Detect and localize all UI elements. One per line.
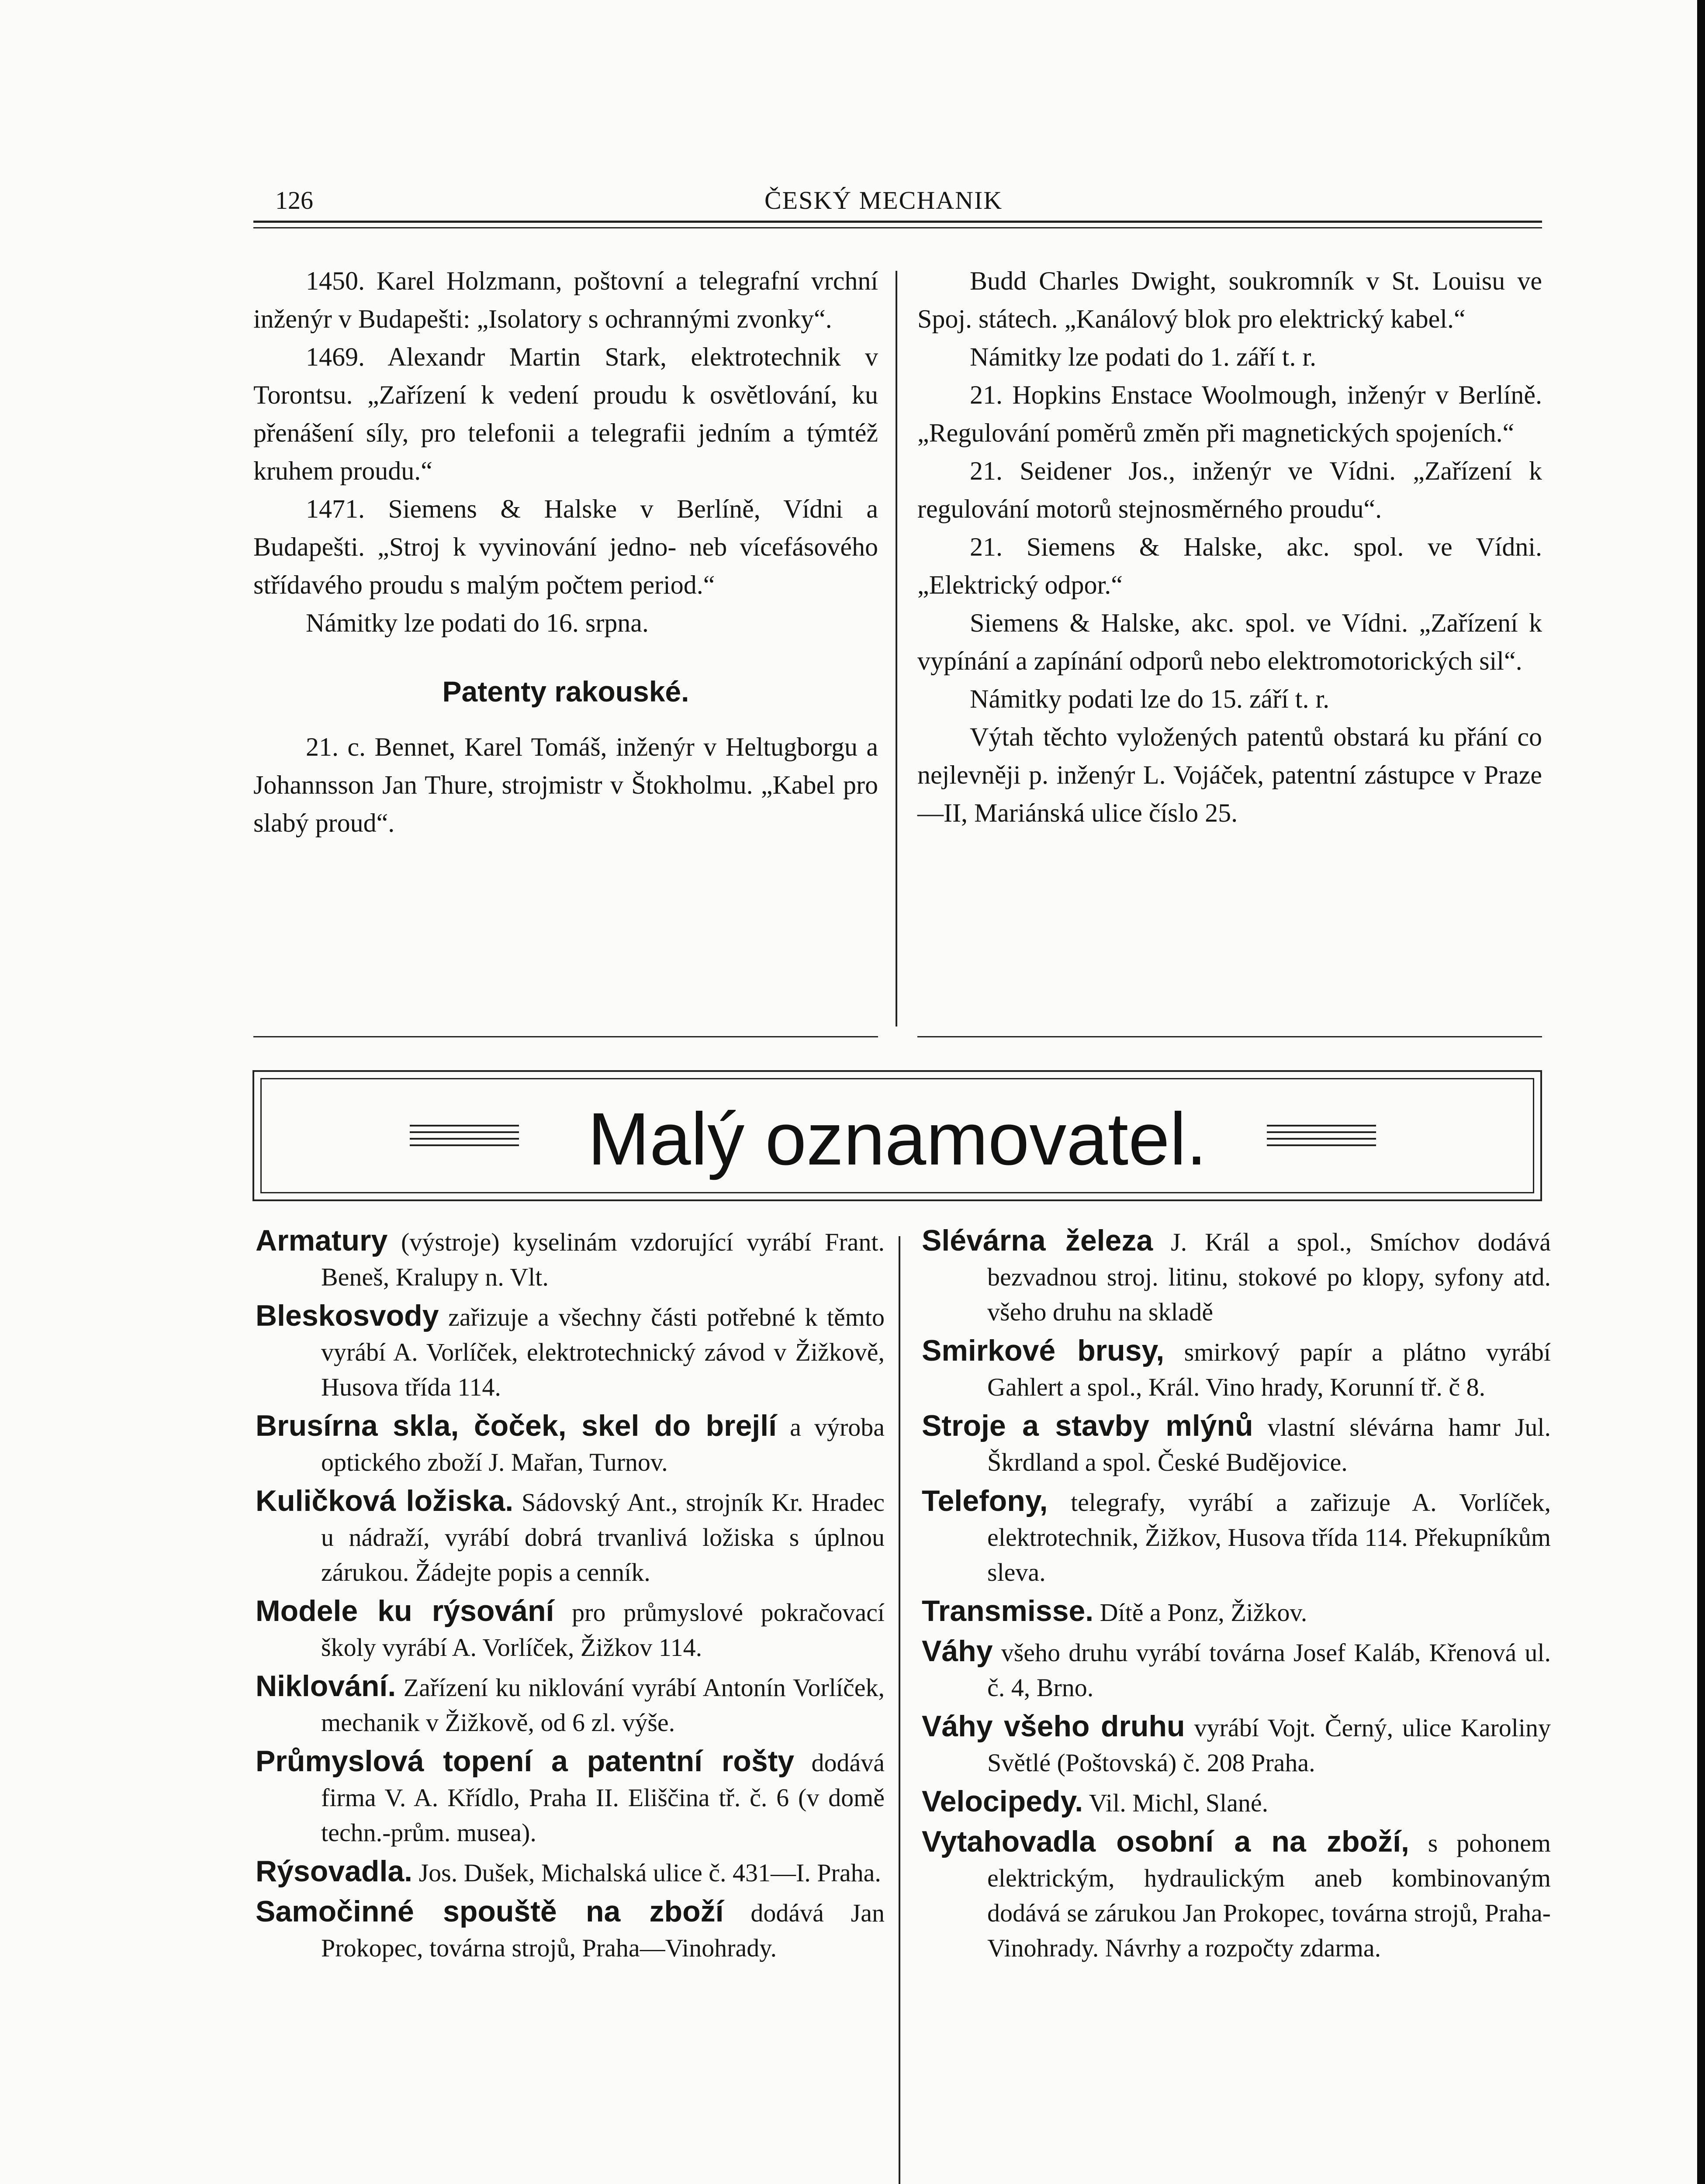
objection-deadline: Námitky lze podati do 16. srpna.: [306, 608, 649, 637]
ad-text: pro průmyslové pokračovací školy vyrábí A. Vorlíček, Žižkov 114.: [321, 1598, 885, 1662]
ad-entry: [256, 1223, 885, 1295]
banner-title: Malý oznamovatel.: [588, 1098, 1207, 1181]
patent-entry: 21. c. Bennet, Karel Tomáš, inženýr v Heltugborgu a Johannsson Jan Thure, strojmistr v Štokholmu. „Kabel pro slabý proud“.: [253, 733, 878, 837]
ad-keyword: Kuličková ložiska.: [256, 1484, 514, 1517]
section-rule-right: [917, 1036, 1542, 1037]
column-divider-bottom: [899, 1236, 900, 2184]
patent-entry: 21. Siemens & Halske, akc. spol. ve Vídni. „Elektrický odpor.“: [917, 532, 1542, 599]
patent-entry: 1469. Alexandr Martin Stark, elektrotechnik v Torontsu. „Zařízení k vedení proudu k osvětlování, ku přenášení síly, pro telefonii a telegrafii jedním a týmtéž kruhem proudu.“: [253, 342, 878, 485]
ad-entry: [922, 1408, 1551, 1480]
ad-text: Zařízení ku niklování vyrábí Antonín Vorlíček, mechanik v Žižkově, od 6 zl. výše.: [321, 1673, 885, 1737]
ad-entry: [922, 1223, 1551, 1330]
section-rule-left: [253, 1036, 878, 1037]
ad-keyword: Váhy všeho druhu: [922, 1710, 1185, 1743]
ad-keyword: Bleskosvody: [256, 1299, 439, 1332]
patent-entry: Budd Charles Dwight, soukromník v St. Louisu ve Spoj. státech. „Kanálový blok pro elektrický kabel.“: [917, 266, 1542, 333]
ad-keyword: Stroje a stavby mlýnů: [922, 1409, 1253, 1442]
ad-entry: [922, 1634, 1551, 1705]
ad-keyword: Brusírna skla, čoček, skel do brejlí: [256, 1409, 777, 1442]
ad-text: zařizuje a všechny části potřebné k těmto vyrábí A. Vorlíček, elektrotechnický závod v Žižkově, Husova třída 114.: [321, 1303, 885, 1401]
ad-text: Jos. Dušek, Michalská ulice č. 431—I. Praha.: [418, 1859, 881, 1887]
patents-left-column: [253, 262, 878, 842]
ad-keyword: Samočinné spouště na zboží: [256, 1895, 724, 1928]
section-heading: Patenty rakouské.: [442, 675, 689, 708]
ad-keyword: Modele ku rýsování: [256, 1594, 554, 1628]
ad-entry: [256, 1669, 885, 1740]
ad-text: J. Král a spol., Smíchov dodává bezvadnou stroj. litinu, stokové po klopy, syfony atd. všeho druhu na skladě: [987, 1228, 1551, 1326]
header-rule-bottom: [253, 227, 1542, 228]
ad-entry: [256, 1408, 885, 1480]
ad-keyword: Slévárna železa: [922, 1224, 1153, 1257]
ad-text: všeho druhu vyrábí továrna Josef Kaláb, Křenová ul. č. 4, Brno.: [987, 1638, 1551, 1702]
ad-entry: [922, 1709, 1551, 1780]
ad-text: a výroba optického zboží J. Mařan, Turnov.: [321, 1413, 885, 1476]
patent-entry: 1471. Siemens & Halske v Berlíně, Vídni a Budapešti. „Stroj k vyvinování jedno- neb vícefásového střídavého proudu s malým počtem period.“: [253, 494, 878, 599]
ad-text: smirkový papír a plátno vyrábí Gahlert a spol., Král. Vino hrady, Korunní tř. č 8.: [987, 1338, 1551, 1401]
patent-entry: 1450. Karel Holzmann, poštovní a telegrafní vrchní inženýr v Budapešti: „Isolatory s ochrannými zvonky“.: [253, 266, 878, 333]
ad-text: vyrábí Vojt. Černý, ulice Karoliny Světlé (Poštovská) č. 208 Praha.: [987, 1714, 1551, 1777]
scan-edge: [1697, 0, 1705, 2184]
journal-title: ČESKÝ MECHANIK: [764, 186, 1003, 214]
ad-keyword: Niklování.: [256, 1669, 396, 1703]
ad-entry: [922, 1333, 1551, 1405]
patent-agent-note: Výtah těchto vyložených patentů obstará ku přání co nejlevněji p. inženýr L. Vojáček, patentní zástupce v Praze—II, Mariánská ulice číslo 25.: [917, 722, 1542, 827]
ad-text: Vil. Michl, Slané.: [1089, 1789, 1269, 1817]
patents-right-column: [917, 262, 1542, 832]
ad-text: vlastní slévárna hamr Jul. Škrdland a spol. České Budějovice.: [987, 1413, 1551, 1476]
patent-entry: Siemens & Halske, akc. spol. ve Vídni. „Zařízení k vypínání a zapínání odporů nebo elektromotorických sil“.: [917, 608, 1542, 675]
ad-entry: [256, 1593, 885, 1665]
page-header: [253, 181, 1542, 216]
ad-text: Sádovský Ant., strojník Kr. Hradec u nádraží, vyrábí dobrá trvanlivá ložiska s úplnou zárukou. Žádejte popis a cenník.: [321, 1488, 885, 1586]
ad-text: Dítě a Ponz, Žižkov.: [1100, 1598, 1307, 1627]
ad-entry: [922, 1824, 1551, 1966]
ad-entry: [256, 1744, 885, 1850]
ad-keyword: Průmyslová topení a patentní rošty: [256, 1745, 795, 1778]
patent-entry: 21. Seidener Jos., inženýr ve Vídni. „Zařízení k regulování motorů stejnosměrného proudu“.: [917, 456, 1542, 523]
ad-keyword: Transmisse.: [922, 1594, 1094, 1628]
ad-text: (výstroje) kyselinám vzdorující vyrábí Frant. Beneš, Kralupy n. Vlt.: [321, 1228, 885, 1291]
ad-keyword: Vytahovadla osobní a na zboží,: [922, 1825, 1409, 1858]
ad-entry: [922, 1483, 1551, 1590]
ad-keyword: Velocipedy.: [922, 1785, 1083, 1818]
ad-entry: [256, 1894, 885, 1966]
ad-keyword: Váhy: [922, 1635, 993, 1668]
ad-entry: [256, 1854, 885, 1890]
header-rule-top: [253, 221, 1542, 223]
ad-text: s pohonem elektrickým, hydraulickým aneb kombinovaným dodává se zárukou Jan Prokopec, továrna strojů, Praha-Vinohrady. Návrhy a rozpočty zdarma.: [987, 1829, 1551, 1962]
ad-keyword: Smirkové brusy,: [922, 1334, 1165, 1367]
ads-right-column: [922, 1223, 1551, 1969]
objection-deadline: Námitky podati lze do 15. září t. r.: [970, 684, 1330, 713]
ad-text: dodává Jan Prokopec, továrna strojů, Praha—Vinohrady.: [321, 1899, 885, 1962]
classifieds-banner: [252, 1070, 1542, 1201]
ad-text: telegrafy, vyrábí a zařizuje A. Vorlíček, elektrotechnik, Žižkov, Husova třída 114. Překupníkům sleva.: [987, 1488, 1551, 1586]
ad-keyword: Armatury: [256, 1224, 388, 1257]
ads-left-column: [256, 1223, 885, 1969]
ad-entry: [256, 1483, 885, 1590]
patent-entry: 21. Hopkins Enstace Woolmough, inženýr v Berlíně. „Regulování poměrů změn při magnetických spojeních.“: [917, 380, 1542, 447]
ad-entry: [256, 1298, 885, 1405]
ad-entry: [922, 1593, 1551, 1630]
ad-text: dodává firma V. A. Křídlo, Praha II. Eliščina tř. č. 6 (v domě techn.-prům. musea).: [321, 1749, 885, 1847]
ad-entry: [922, 1784, 1551, 1821]
page-number: 126: [275, 186, 313, 214]
ad-keyword: Rýsovadla.: [256, 1855, 413, 1888]
ad-keyword: Telefony,: [922, 1484, 1048, 1517]
objection-deadline: Námitky lze podati do 1. září t. r.: [970, 342, 1317, 371]
column-divider-top: [896, 271, 897, 1026]
